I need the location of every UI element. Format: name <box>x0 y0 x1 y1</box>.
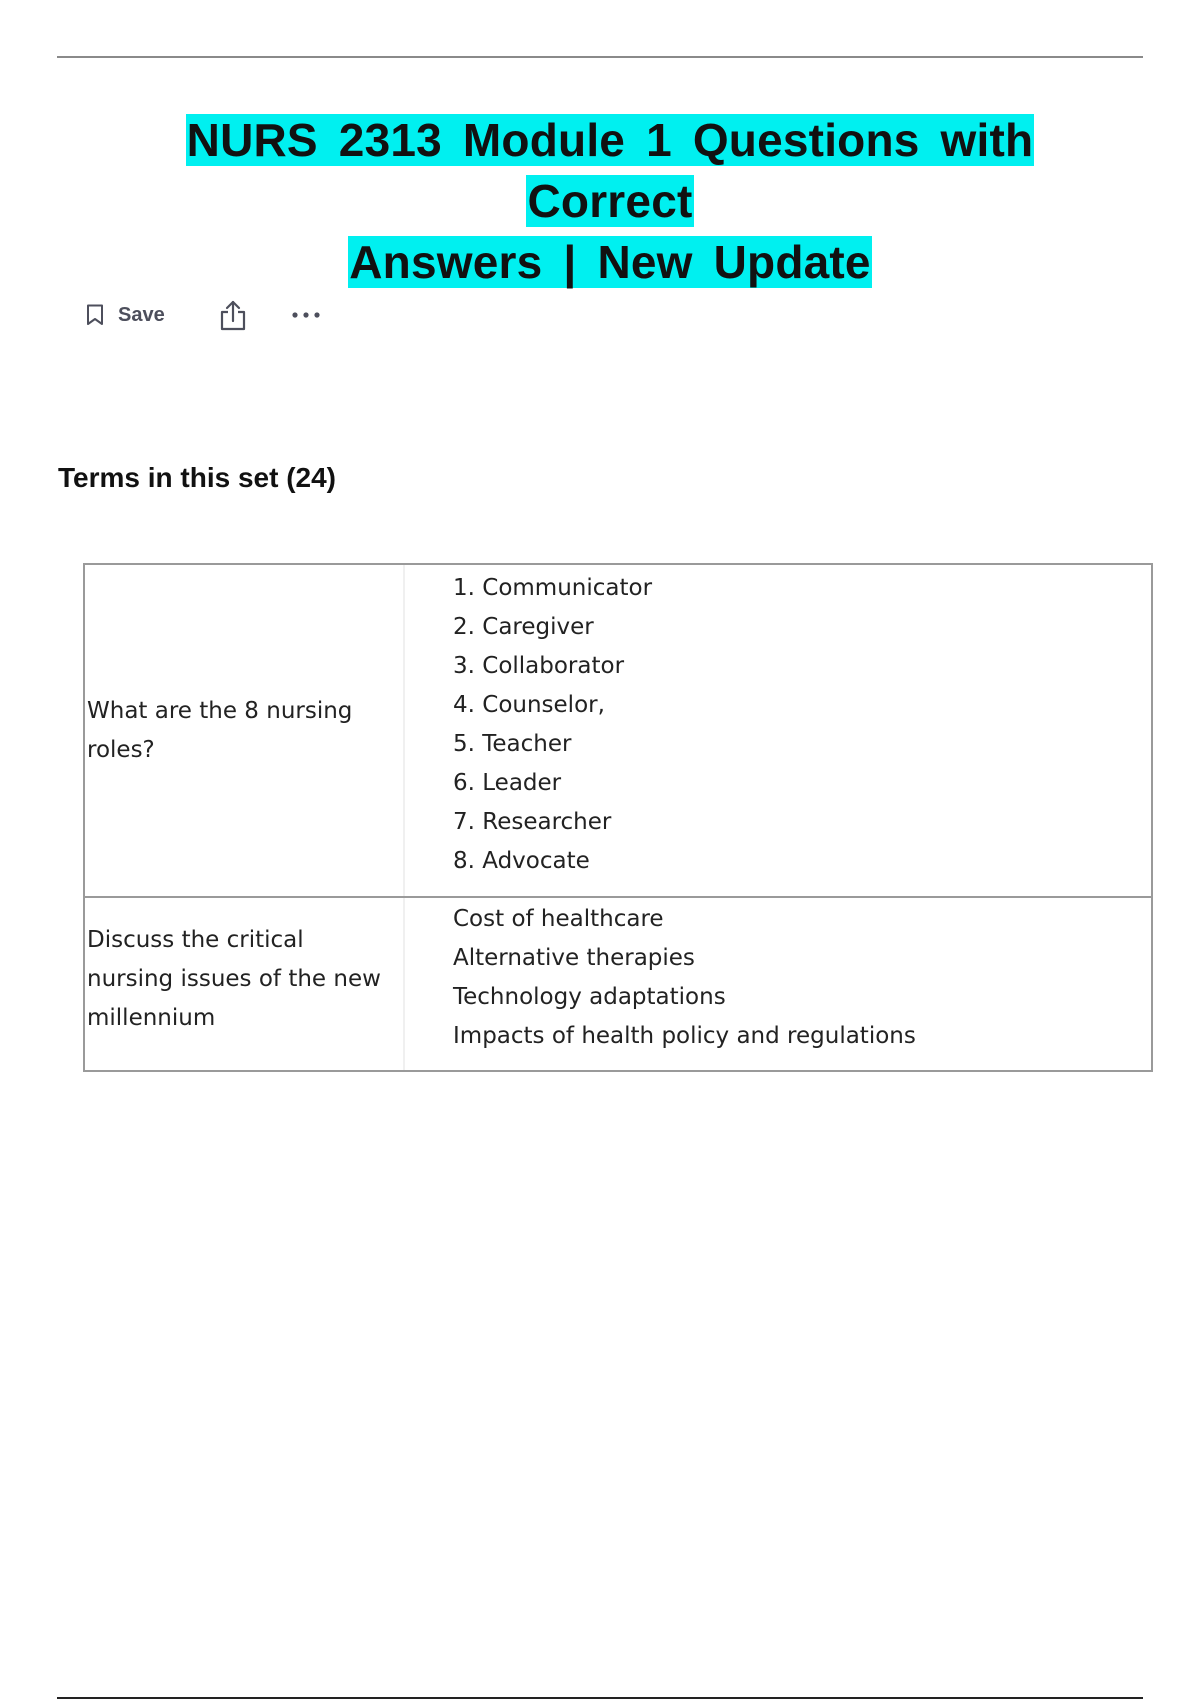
save-button[interactable] <box>86 304 165 327</box>
definition-line: 3. Collaborator <box>453 653 625 679</box>
title-line-2: Answers | New Update <box>349 236 871 288</box>
definition-cell <box>405 898 1151 1070</box>
action-toolbar <box>86 295 321 335</box>
title-line-1: NURS 2313 Module 1 Questions with Correct <box>186 114 1034 227</box>
definition-line: Impacts of health policy and regulations <box>453 1023 916 1049</box>
definition-line: 6. Leader <box>453 770 562 796</box>
term-row[interactable] <box>85 896 1151 1070</box>
save-label: Save <box>118 303 165 326</box>
definition-line: 7. Researcher <box>453 809 612 835</box>
share-button[interactable] <box>219 299 247 331</box>
definition-cell <box>405 565 1151 896</box>
definition-line: 1. Communicator <box>453 575 653 601</box>
term-text: What are the 8 nursing roles? <box>87 697 353 763</box>
definition-line: Technology adaptations <box>453 984 726 1010</box>
document-title <box>120 110 1100 293</box>
definition-line: Alternative therapies <box>453 945 695 971</box>
share-icon <box>219 299 247 331</box>
more-options-icon <box>291 310 321 320</box>
term-cell <box>85 898 405 1070</box>
top-divider <box>57 56 1143 58</box>
term-text: Discuss the critical nursing issues of the new millennium <box>87 926 381 1031</box>
definition-line: 5. Teacher <box>453 731 572 757</box>
bookmark-icon <box>86 304 104 326</box>
terms-heading: Terms in this set (24) <box>58 462 337 493</box>
term-row[interactable] <box>85 565 1151 896</box>
definition-line: 2. Caregiver <box>453 614 594 640</box>
definition-line: 8. Advocate <box>453 848 590 874</box>
definition-line: Cost of healthcare <box>453 906 664 932</box>
terms-table <box>83 563 1153 1072</box>
term-cell <box>85 565 405 896</box>
definition-line: 4. Counselor, <box>453 692 605 718</box>
bottom-divider <box>57 1697 1143 1699</box>
more-options-button[interactable] <box>291 310 321 320</box>
